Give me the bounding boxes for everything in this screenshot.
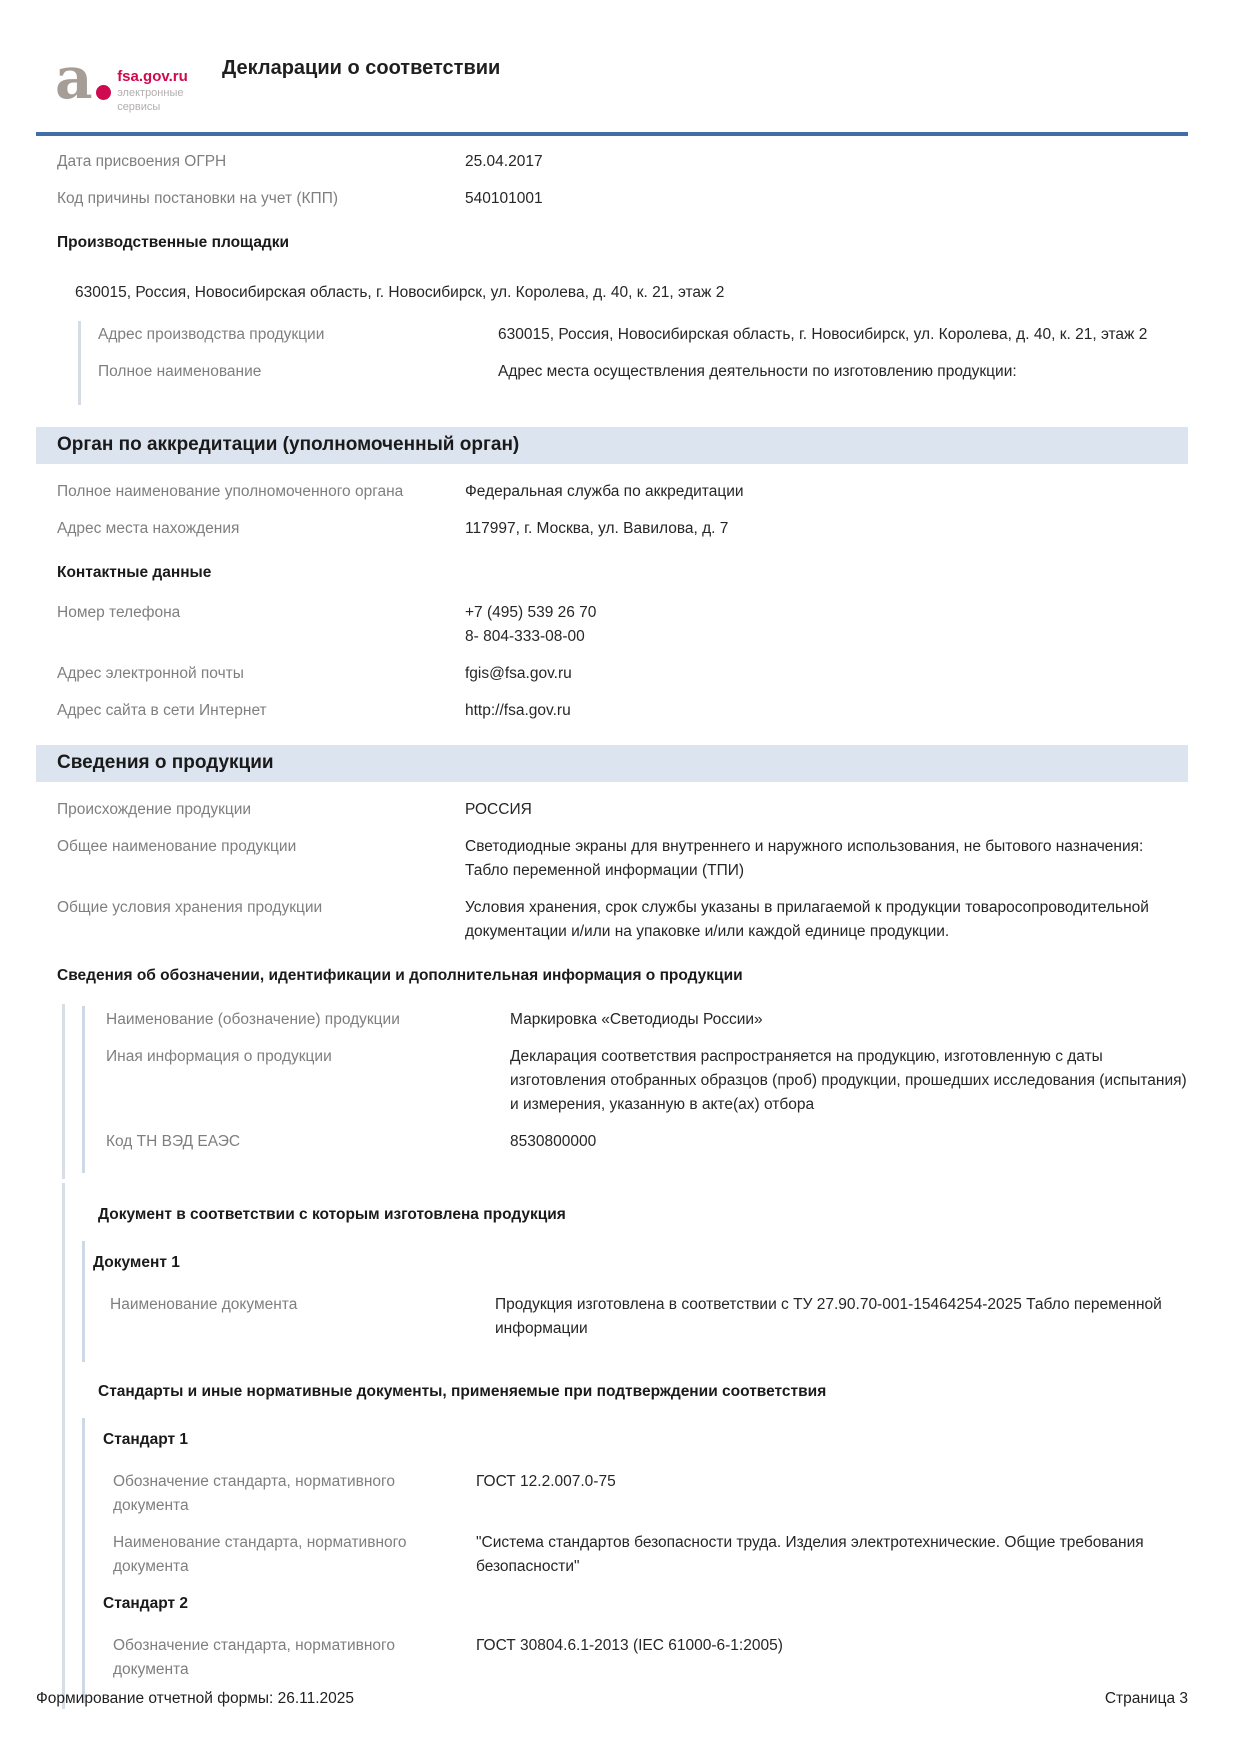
header-divider (36, 132, 1188, 136)
page-header (36, 0, 1188, 114)
field-row-authority-address (36, 517, 1188, 541)
field-row-document-name (85, 1293, 1188, 1341)
fsa-logo (55, 44, 222, 114)
page-footer (36, 1687, 1188, 1711)
field-value: ГОСТ 30804.6.1-2013 (IEC 61000-6-1:2005) (476, 1637, 783, 1654)
field-row-standard-2-designation (85, 1634, 1188, 1682)
field-label: Дата присвоения ОГРН (57, 153, 227, 170)
field-label: Код причины постановки на учет (КПП) (57, 190, 338, 207)
field-value: ГОСТ 12.2.007.0-75 (476, 1473, 616, 1490)
page-title: Декларации о соответствии (222, 57, 501, 79)
field-row-phone (36, 601, 1188, 649)
field-label: Иная информация о продукции (106, 1048, 332, 1065)
field-label: Номер телефона (57, 604, 181, 621)
logo-dot-icon (96, 85, 111, 100)
field-value: Условия хранения, срок службы указаны в прилагаемой к продукции товаросопроводительной документации и/или на упаковке и/или каждой единице продукции. (465, 899, 1149, 940)
field-label: Обозначение стандарта, нормативного документа (113, 1473, 395, 1514)
identification-block (62, 1004, 1188, 1179)
phone-line-1: +7 (495) 539 26 70 (465, 604, 597, 621)
section-heading-standards: Стандарты и иные нормативные документы, применяемые при подтверждении соответствия (98, 1383, 827, 1400)
section-heading-identification: Сведения об обозначении, идентификации и дополнительная информация о продукции (57, 967, 743, 984)
field-row-kpp (36, 187, 1188, 211)
production-site-block (78, 321, 1188, 405)
field-row-storage-conditions (36, 896, 1188, 944)
field-row-product-designation (106, 1008, 1188, 1032)
document-page (36, 0, 1188, 1709)
document-1-title: Документ 1 (93, 1254, 180, 1271)
field-label: Наименование (обозначение) продукции (106, 1011, 400, 1028)
field-value: РОССИЯ (465, 801, 532, 818)
fsa-shield-a-logo-icon (55, 44, 107, 112)
logo-brand: fsa.gov.ru (117, 68, 188, 85)
field-value: fgis@fsa.gov.ru (465, 665, 572, 682)
field-value: Продукция изготовлена в соответствии с ТУ 27.90.70-001-15464254-2025 Табло переменной информации (495, 1296, 1162, 1337)
standard-1-title: Стандарт 1 (103, 1431, 189, 1448)
field-value: Декларация соответствия распространяется на продукцию, изготовленную с даты изготовления отобранных образцов (проб) продукции, прошедших исследования (испытания) и измерения, указанную в акте(ах) отбора (510, 1048, 1187, 1113)
field-row-full-name (98, 360, 1188, 384)
field-label: Наименование стандарта, нормативного документа (113, 1534, 407, 1575)
field-row-authority-name (36, 480, 1188, 504)
field-label: Адрес сайта в сети Интернет (57, 702, 267, 719)
registration-rows (36, 150, 1188, 211)
section-heading-production-sites: Производственные площадки (57, 234, 290, 251)
field-label: Полное наименование (98, 363, 262, 380)
field-value: 8530800000 (510, 1133, 597, 1150)
field-value: Светодиодные экраны для внутреннего и наружного использования, не бытового назначения: Табло переменной информации (ТПИ) (465, 838, 1144, 879)
footer-generation-date: Формирование отчетной формы: 26.11.2025 (36, 1690, 355, 1707)
field-row-standard-1-name (85, 1531, 1188, 1579)
field-value: "Система стандартов безопасности труда. Изделия электротехнические. Общие требования безопасности" (476, 1534, 1144, 1575)
logo-tagline: электронные сервисы (117, 87, 184, 113)
standards-block (82, 1418, 1188, 1703)
field-value (465, 601, 1188, 649)
identification-rows (82, 1006, 1188, 1173)
field-value: 630015, Россия, Новосибирская область, г. Новосибирск, ул. Королева, д. 40, к. 21, этаж 2 (498, 326, 1148, 343)
field-row-other-info (106, 1045, 1188, 1117)
section-heading-contacts: Контактные данные (57, 564, 212, 581)
section-band-product: Сведения о продукции (36, 745, 1188, 782)
field-label: Общие условия хранения продукции (57, 899, 323, 916)
field-label: Общее наименование продукции (57, 838, 297, 855)
section-heading-made-document: Документ в соответствии с которым изготовлена продукция (98, 1206, 566, 1223)
field-row-tnved-code (106, 1130, 1188, 1154)
manufacturing-documents-block (62, 1183, 1188, 1709)
field-label: Обозначение стандарта, нормативного документа (113, 1637, 395, 1678)
field-row-ogrn-date (36, 150, 1188, 174)
field-value: http://fsa.gov.ru (465, 702, 571, 719)
logo-letter-a: a (55, 44, 93, 112)
contact-rows (36, 601, 1188, 723)
field-label: Адрес места нахождения (57, 520, 240, 537)
section-band-accreditation: Орган по аккредитации (уполномоченный орган) (36, 427, 1188, 464)
field-label: Происхождение продукции (57, 801, 252, 818)
field-value: 117997, г. Москва, ул. Вавилова, д. 7 (465, 520, 729, 537)
field-label: Код ТН ВЭД ЕАЭС (106, 1133, 241, 1150)
field-label: Адрес электронной почты (57, 665, 244, 682)
phone-line-2: 8- 804-333-08-00 (465, 628, 585, 645)
field-label: Адрес производства продукции (98, 326, 325, 343)
field-row-website (36, 699, 1188, 723)
footer-page-number: Страница 3 (1104, 1690, 1188, 1707)
field-value: Федеральная служба по аккредитации (465, 483, 744, 500)
field-label: Наименование документа (110, 1296, 298, 1313)
logo-text (117, 50, 222, 114)
product-rows (36, 798, 1188, 944)
field-row-email (36, 662, 1188, 686)
field-value: Адрес места осуществления деятельности по изготовлению продукции: (498, 363, 1017, 380)
field-row-product-name (36, 835, 1188, 883)
field-value: 540101001 (465, 190, 543, 207)
production-site-address-title: 630015, Россия, Новосибирская область, г. Новосибирск, ул. Королева, д. 40, к. 21, этаж 2 (75, 284, 725, 301)
field-row-production-address (98, 323, 1188, 347)
field-value: Маркировка «Светодиоды России» (510, 1011, 763, 1028)
field-value: 25.04.2017 (465, 153, 543, 170)
accreditation-rows (36, 480, 1188, 541)
field-row-standard-1-designation (85, 1470, 1188, 1518)
standard-2-title: Стандарт 2 (103, 1595, 189, 1612)
document-1-block (82, 1241, 1188, 1362)
field-label: Полное наименование уполномоченного органа (57, 483, 404, 500)
field-row-origin (36, 798, 1188, 822)
